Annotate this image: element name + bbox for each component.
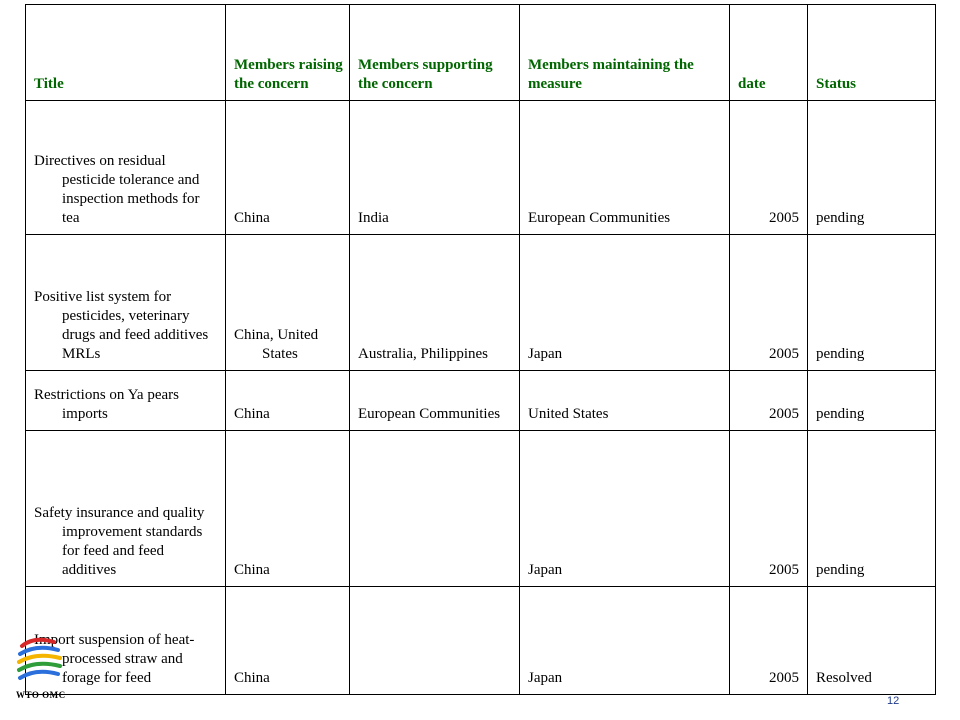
row-date: 2005 [730,101,808,235]
row-raising: China [226,371,350,431]
row-date: 2005 [730,431,808,587]
header-row [26,5,936,101]
header-status: Status [808,5,936,101]
row-supporting: India [350,101,520,235]
row-title: Safety insurance and quality improvement standards for feed and feed additives [26,431,226,587]
table-row [26,101,936,235]
row-raising: China [226,587,350,695]
page-number: 12 [887,695,900,707]
row-status: pending [808,101,936,235]
row-title: Import suspension of heat-processed straw and forage for feed [26,587,226,695]
row-status: pending [808,235,936,371]
row-title: Restrictions on Ya pears imports [26,371,226,431]
row-supporting: Australia, Philippines [350,235,520,371]
row-title: Positive list system for pesticides, veterinary drugs and feed additives MRLs [26,235,226,371]
header-supporting: Members supporting the concern [350,5,520,101]
table-row [26,587,936,695]
concerns-table [25,4,936,695]
table-row [26,235,936,371]
row-date: 2005 [730,587,808,695]
row-maintaining: United States [520,371,730,431]
table-row [26,431,936,587]
row-raising: China [226,101,350,235]
row-maintaining: European Communities [520,101,730,235]
table-row [26,371,936,431]
header-raising: Members raising the concern [226,5,350,101]
row-status: Resolved [808,587,936,695]
header-maintaining: Members maintaining the measure [520,5,730,101]
row-supporting [350,587,520,695]
header-date: date [730,5,808,101]
row-status: pending [808,371,936,431]
logo-text: WTO OMC [16,690,66,700]
row-maintaining: Japan [520,587,730,695]
row-raising: China, United States [226,235,350,371]
row-title: Directives on residual pesticide tolerance and inspection methods for tea [26,101,226,235]
row-supporting [350,431,520,587]
row-maintaining: Japan [520,235,730,371]
row-status: pending [808,431,936,587]
row-raising: China [226,431,350,587]
row-date: 2005 [730,235,808,371]
header-title: Title [26,5,226,101]
row-supporting: European Communities [350,371,520,431]
row-maintaining: Japan [520,431,730,587]
row-date: 2005 [730,371,808,431]
